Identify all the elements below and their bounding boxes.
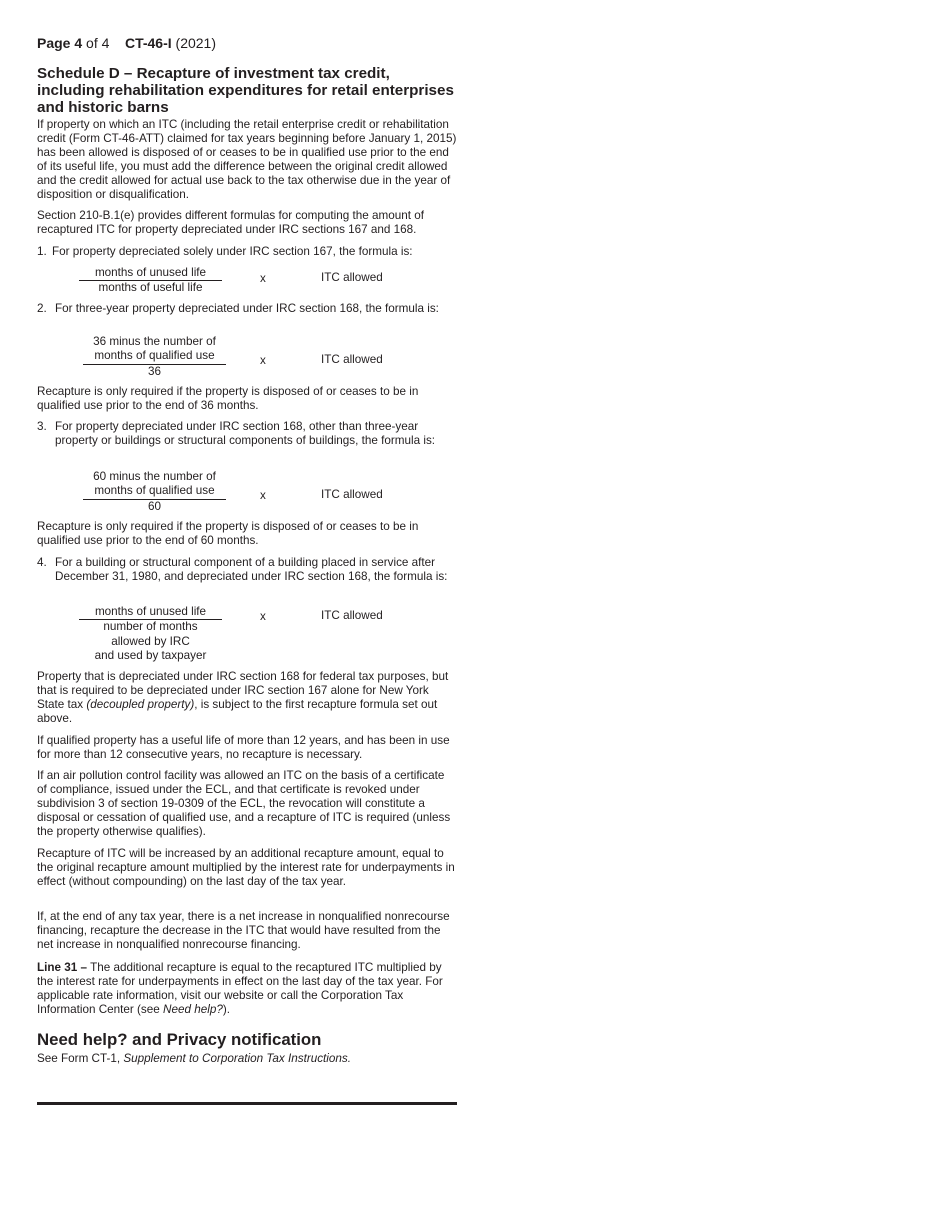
numerator-line-2: months of qualified use bbox=[83, 484, 226, 499]
need-help-title: Need help? and Privacy notification bbox=[37, 1030, 322, 1049]
item-text: For property depreciated solely under IRC section 167, the formula is: bbox=[52, 245, 413, 258]
page-header bbox=[37, 35, 216, 51]
item-text: For three-year property depreciated under IRC section 168, the formula is: bbox=[55, 302, 439, 315]
bottom-rule bbox=[37, 1102, 457, 1105]
denominator: 36 bbox=[147, 364, 161, 378]
item-number: 4. bbox=[37, 556, 47, 569]
numerator: months of unused life bbox=[79, 266, 222, 281]
denominator-line-1: number of months bbox=[103, 620, 198, 634]
decoupled-italic: (decoupled property) bbox=[86, 697, 195, 711]
formula-3-fraction bbox=[83, 470, 226, 514]
form-year: (2021) bbox=[175, 35, 216, 51]
numerator-line-1: 60 minus the number of bbox=[93, 470, 216, 483]
denominator-line-2: allowed by IRC bbox=[111, 634, 190, 648]
decoupled-text-1: Property that is depreciated under IRC section 168 for federal tax purposes, but that is required to be depreciated under IRC section 167 alone for New York State tax bbox=[37, 670, 449, 711]
need-help-text bbox=[37, 1052, 457, 1066]
numerator-line-2: months of qualified use bbox=[83, 349, 226, 364]
line-31-end: ). bbox=[222, 1002, 230, 1016]
recapture-60-note: Recapture is only required if the property is disposed of or ceases to be in qualified use prior to the end of 60 months. bbox=[37, 520, 419, 547]
formula-item-2 bbox=[37, 302, 457, 330]
item-number: 1. bbox=[37, 245, 47, 258]
formula-item-4 bbox=[37, 556, 457, 598]
numerator-line-1: 36 minus the number of bbox=[93, 335, 216, 348]
formula-2-fraction bbox=[83, 335, 226, 379]
decoupled-text-2: , is subject to the first recapture formula set out above. bbox=[37, 697, 438, 725]
item-number: 2. bbox=[37, 302, 47, 315]
help-text-1: See Form CT-1, bbox=[37, 1052, 124, 1065]
line-31-label: Line 31 – bbox=[37, 961, 88, 974]
air-pollution-paragraph: If an air pollution control facility was allowed an ITC on the basis of a certificate of compliance, issued under the ECL, and that certificate is revoked under subdivision 3 of section 19-0309 of the ECL, the revocation will constitute a disposal or cessation of qualified use, and a recapture of ITC is required (unless the property otherwise qualifies). bbox=[37, 769, 451, 838]
itc-allowed-label: ITC allowed bbox=[321, 488, 383, 501]
intro-paragraph: If property on which an ITC (including the retail enterprise credit or rehabilitation credit (Form CT-46-ATT) claimed for tax years beginning before January 1, 2015) has been allowed is disposed of or ceases to be in qualified use prior to the end of its useful life, you must add the difference between the original credit allowed and the credit allowed for actual use back to the tax otherwise due in the year of disposition or disqualification. bbox=[37, 118, 457, 201]
item-number: 3. bbox=[37, 420, 47, 433]
multiply-sign: x bbox=[260, 489, 266, 502]
itc-allowed-label: ITC allowed bbox=[321, 353, 383, 366]
denominator: 60 bbox=[147, 499, 161, 513]
need-help-reference: Need help? bbox=[163, 1002, 223, 1016]
page-label: Page 4 bbox=[37, 35, 83, 51]
decoupled-property-paragraph bbox=[37, 670, 457, 726]
formula-4-fraction bbox=[79, 605, 222, 663]
numerator: months of unused life bbox=[79, 605, 222, 620]
help-text-italic: Supplement to Corporation Tax Instructions. bbox=[123, 1052, 351, 1065]
line-31-paragraph bbox=[37, 961, 457, 1017]
line-31-text: The additional recapture is equal to the recaptured ITC multiplied by the interest rate for underpayments in effect on the last day of the tax year. For applicable rate information, visit our website or call the Corporation Tax Information Center (see bbox=[37, 961, 443, 1016]
itc-allowed-label: ITC allowed bbox=[321, 271, 383, 284]
item-text: For a building or structural component of a building placed in service after December 31, 1980, and depreciated under IRC section 168, the formula is: bbox=[55, 556, 448, 583]
multiply-sign: x bbox=[260, 272, 266, 285]
itc-allowed-label: ITC allowed bbox=[321, 609, 383, 622]
formula-1-fraction bbox=[79, 266, 222, 296]
formula-item-3 bbox=[37, 420, 457, 462]
denominator-line-3: and used by taxpayer bbox=[94, 648, 207, 662]
section-note: Section 210-B.1(e) provides different formulas for computing the amount of recaptured ITC for property depreciated under IRC sections 167 and 168. bbox=[37, 209, 424, 236]
additional-recapture-paragraph: Recapture of ITC will be increased by an additional recapture amount, equal to the original recapture amount multiplied by the interest rate for underpayments in effect (without compounding) on the last day of the tax year. bbox=[37, 847, 455, 888]
item-text: For property depreciated under IRC section 168, other than three-year property or buildings or structural components of buildings, the formula is: bbox=[55, 420, 436, 447]
form-id: CT-46-I bbox=[124, 35, 172, 51]
multiply-sign: x bbox=[260, 610, 266, 623]
useful-life-paragraph: If qualified property has a useful life of more than 12 years, and has been in use for more than 12 consecutive years, no recapture is necessary. bbox=[37, 734, 450, 761]
page-of: of 4 bbox=[86, 35, 110, 51]
multiply-sign: x bbox=[260, 354, 266, 367]
schedule-d-title: Schedule D – Recapture of investment tax credit, including rehabilitation expenditures for retail enterprises and historic barns bbox=[37, 65, 454, 117]
nonrecourse-paragraph: If, at the end of any tax year, there is a net increase in nonqualified nonrecourse financing, recapture the decrease in the ITC that would have resulted from the net increase in nonqualified nonrecourse financing. bbox=[37, 910, 450, 951]
recapture-36-note: Recapture is only required if the property is disposed of or ceases to be in qualified use prior to the end of 36 months. bbox=[37, 385, 419, 412]
denominator: months of useful life bbox=[98, 281, 203, 295]
